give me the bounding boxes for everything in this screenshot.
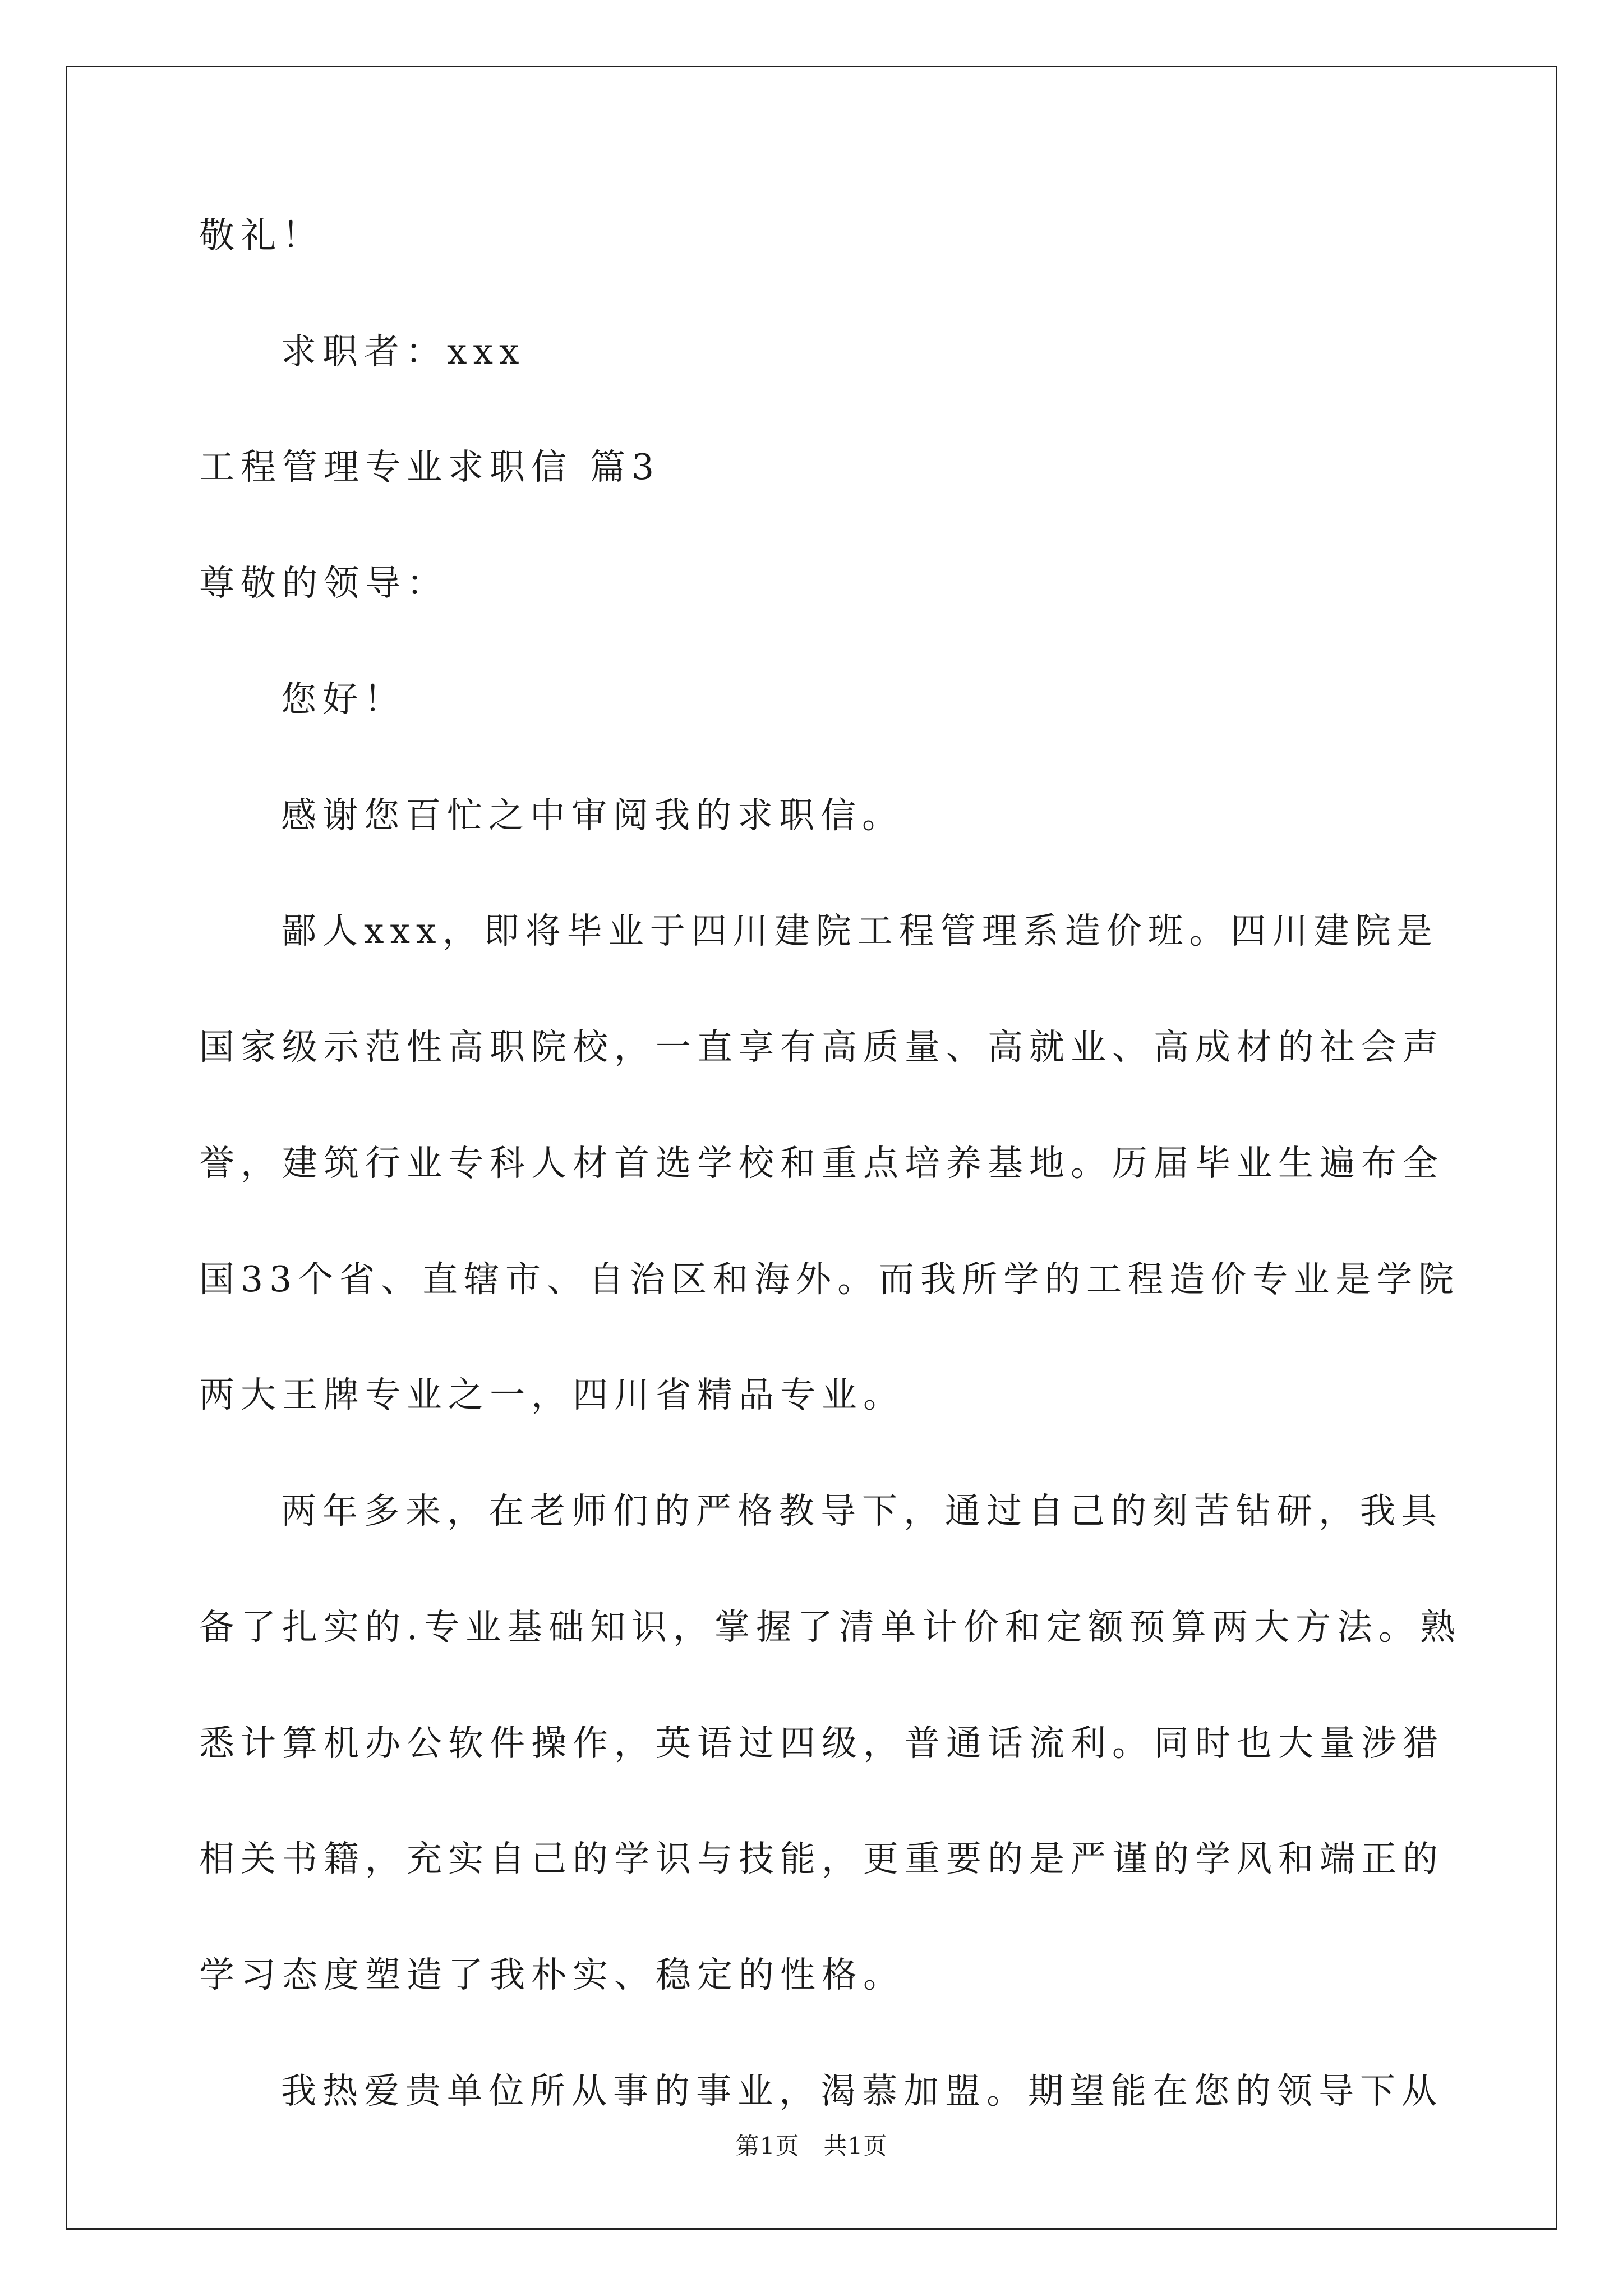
text-line: 鄙人xxx，即将毕业于四川建院工程管理系造价班。四川建院是 xyxy=(281,910,1438,951)
text-line: 悉计算机办公软件操作，英语过四级，普通话流利。同时也大量涉猎 xyxy=(199,1723,1444,1764)
text-line: 相关书籍，充实自己的学识与技能，更重要的是严谨的学风和端正的 xyxy=(199,1838,1444,1879)
salutation: 尊敬的领导： xyxy=(199,563,448,604)
text-line: 敬礼！ xyxy=(199,215,324,256)
text-line: 两年多来，在老师们的严格教导下，通过自己的刻苦钻研，我具 xyxy=(281,1490,1443,1531)
text-line: 学习态度塑造了我朴实、稳定的性格。 xyxy=(199,1954,905,1995)
text-line: 我热爱贵单位所从事的事业，渴慕加盟。期望能在您的领导下从 xyxy=(281,2070,1443,2111)
section-heading: 工程管理专业求职信 篇3 xyxy=(199,447,661,487)
text-line: 国33个省、直辖市、自治区和海外。而我所学的工程造价专业是学院 xyxy=(199,1259,1460,1300)
text-line: 备了扎实的.专业基础知识，掌握了清单计价和定额预算两大方法。熟 xyxy=(199,1607,1462,1648)
text-line: 感谢您百忙之中审阅我的求职信。 xyxy=(281,795,903,836)
text-line: 求职者：xxx xyxy=(281,331,525,372)
text-line: 您好！ xyxy=(281,679,405,720)
text-line: 誉，建筑行业专科人材首选学校和重点培养基地。历届毕业生遍布全 xyxy=(199,1143,1444,1184)
page-footer: 第1页 共1页 xyxy=(735,2132,888,2160)
text-line: 两大王牌专业之一，四川省精品专业。 xyxy=(199,1374,905,1415)
text-line: 国家级示范性高职院校，一直享有高质量、高就业、高成材的社会声 xyxy=(199,1027,1444,1068)
